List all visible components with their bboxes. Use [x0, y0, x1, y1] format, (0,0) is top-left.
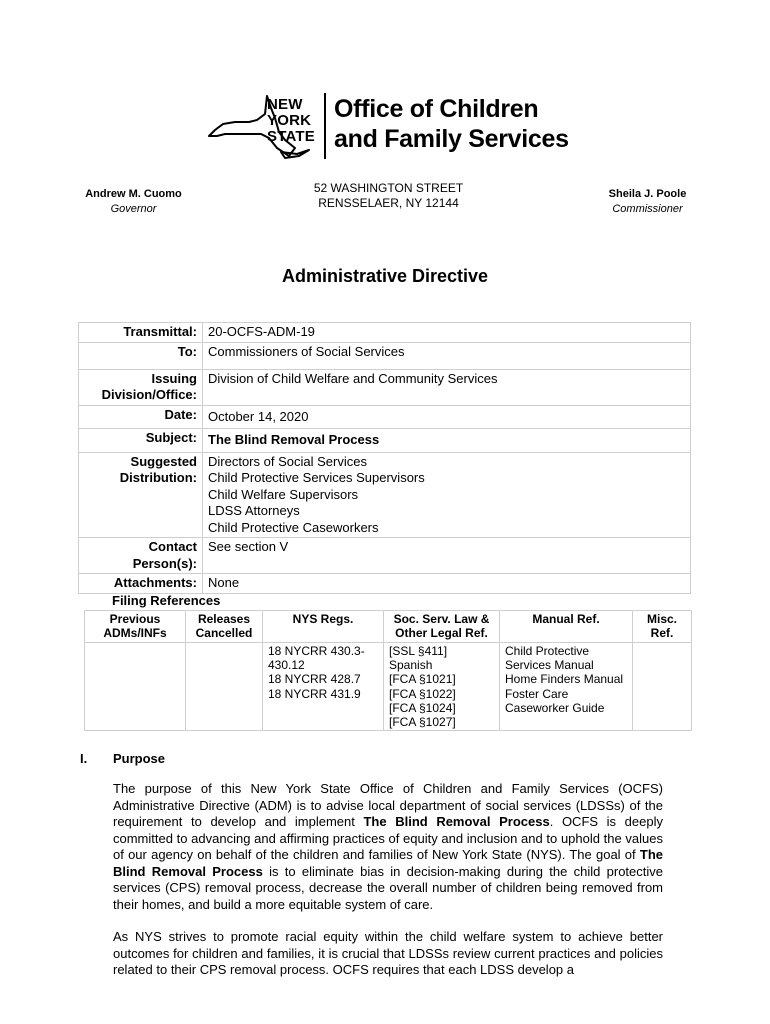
agency-address [270, 181, 507, 211]
address-line-1: 52 WASHINGTON STREET [313, 181, 464, 195]
subject-value: The Blind Removal Process [203, 429, 691, 453]
agency-name [334, 94, 569, 154]
nys-reg-item: 18 NYCRR 431.9 [268, 686, 361, 701]
logo-text-york: YORK [267, 112, 312, 129]
legal-ref-item: [FCA §1027] [389, 715, 456, 730]
header-line: Soc. Serv. Law & [393, 612, 490, 626]
attachments-value: None [203, 574, 691, 594]
releases-cancelled-cell [186, 643, 263, 731]
directive-header-table [78, 322, 691, 594]
address-line-2: RENSSELAER, NY 12144 [318, 196, 459, 210]
attachments-label: Attachments: [79, 574, 203, 594]
contact-value: See section V [203, 538, 691, 574]
manual-ref-item: Home Finders Manual [505, 672, 624, 687]
manual-ref-cell [500, 643, 633, 731]
date-row [79, 405, 691, 429]
text-run: The purpose of this New York State Office of Children and Family Services (OCFS) Administrative Directive (ADM) is to advise local department of social services (LDSSs) of the requirement to develop and implement [113, 781, 663, 829]
nys-regs-cell [263, 643, 384, 731]
to-label: To: [79, 342, 203, 369]
legal-ref-item: [FCA §1021] [389, 672, 456, 687]
purpose-paragraph-2: As NYS strives to promote racial equity within the child welfare system to achieve better outcomes for children and families, it is crucial that LDSSs review current practices and policies related to their CPS removal process. OCFS requires that each LDSS develop a [113, 929, 663, 977]
col-previous-adms [85, 611, 186, 643]
filing-header-row [85, 611, 692, 643]
commissioner-block [590, 187, 705, 217]
contact-row [79, 538, 691, 574]
col-nys-regs [263, 611, 384, 643]
text-run: is to eliminate bias in decision-making during the child protective services (CPS) removal process, decrease the overall number of children being removed from their homes, and build a more equitable system of care. [113, 863, 663, 912]
to-row [79, 342, 691, 369]
commissioner-title: Commissioner [612, 203, 683, 215]
purpose-paragraph-1 [113, 781, 663, 913]
issuing-label-line-1: Issuing [151, 370, 197, 386]
distribution-label [79, 452, 203, 538]
distribution-item: Child Protective Caseworkers [208, 519, 379, 535]
col-soc-serv-law [384, 611, 500, 643]
transmittal-label: Transmittal: [79, 323, 203, 343]
logo-divider [324, 93, 326, 159]
distribution-row [79, 452, 691, 538]
issuing-label-line-2: Division/Office: [101, 387, 197, 402]
distribution-item: Child Protective Services Supervisors [208, 470, 425, 485]
agency-name-line-2: and Family Services [334, 125, 569, 153]
col-misc-ref [633, 611, 692, 643]
date-label: Date: [79, 405, 203, 429]
legal-ref-item: [FCA §1024] [389, 700, 456, 715]
to-value: Commissioners of Social Services [203, 342, 691, 369]
previous-adms-cell [85, 643, 186, 731]
contact-label [79, 538, 203, 574]
manual-ref-item: Child Protective [505, 644, 590, 658]
filing-references-title: Filing References [112, 593, 221, 608]
header-line: Other Legal Ref. [395, 626, 488, 641]
distribution-item: LDSS Attorneys [208, 503, 300, 518]
manual-ref-item: Foster Care [505, 686, 569, 701]
filing-references-table [84, 610, 692, 731]
agency-name-line-1: Office of Children [334, 95, 539, 123]
contact-label-line-2: Person(s): [132, 555, 197, 571]
misc-ref-cell [633, 643, 692, 731]
soc-serv-law-cell [384, 643, 500, 731]
issuing-value: Division of Child Welfare and Community Services [203, 369, 691, 405]
section-number: I. [80, 751, 88, 766]
nys-reg-item: 18 NYCRR 428.7 [268, 672, 361, 687]
governor-block [76, 187, 191, 217]
nys-reg-item: 430.12 [268, 658, 305, 673]
header-line: Previous [109, 612, 161, 626]
logo-text-state: STATE [267, 128, 315, 145]
col-releases-cancelled [186, 611, 263, 643]
legal-ref-item: [SSL §411] [389, 644, 448, 658]
manual-ref-item: Caseworker Guide [505, 700, 605, 715]
contact-label-line-1: Contact [148, 539, 197, 554]
filing-data-row [85, 643, 692, 731]
legal-ref-item: Spanish [389, 658, 433, 673]
commissioner-name: Sheila J. Poole [608, 188, 687, 200]
header-line: Manual Ref. [532, 612, 600, 626]
header-line: Releases [197, 612, 251, 626]
subject-label: Subject: [79, 429, 203, 453]
governor-name: Andrew M. Cuomo [85, 188, 182, 200]
col-manual-ref [500, 611, 633, 643]
subject-row [79, 429, 691, 453]
manual-ref-item: Services Manual [505, 658, 594, 673]
distribution-item: Directors of Social Services [208, 453, 367, 469]
attachments-row [79, 574, 691, 594]
legal-ref-item: [FCA §1022] [389, 686, 456, 701]
section-title: Purpose [113, 751, 166, 766]
text-run-bold: The Blind Removal Process [113, 847, 663, 879]
date-value: October 14, 2020 [203, 405, 691, 429]
header-line: Ref. [650, 626, 674, 641]
distribution-value [203, 452, 691, 538]
document-title: Administrative Directive [281, 266, 489, 286]
text-run: . OCFS is deeply committed to advancing and affirming practices of equity and inclusion and to uphold the values of our agency on behalf of the children and families of New York State (NYS). The goal of [113, 814, 663, 862]
nys-reg-item: 18 NYCRR 430.3- [268, 644, 365, 658]
logo-text-new: NEW [267, 96, 303, 113]
governor-title: Governor [110, 203, 157, 215]
text-run-bold: The Blind Removal Process [363, 814, 550, 829]
distribution-item: Child Welfare Supervisors [208, 486, 359, 502]
header-line: NYS Regs. [292, 612, 354, 626]
ny-state-wordmark [267, 97, 315, 145]
issuing-label [79, 369, 203, 405]
transmittal-value: 20-OCFS-ADM-19 [203, 323, 691, 343]
header-line: Cancelled [195, 626, 253, 641]
header-line: Misc. [646, 612, 677, 626]
distribution-label-line-1: Suggested [130, 453, 197, 469]
distribution-label-line-2: Distribution: [119, 470, 197, 485]
header-line: ADMs/INFs [103, 626, 167, 641]
transmittal-row [79, 323, 691, 343]
issuing-row [79, 369, 691, 405]
